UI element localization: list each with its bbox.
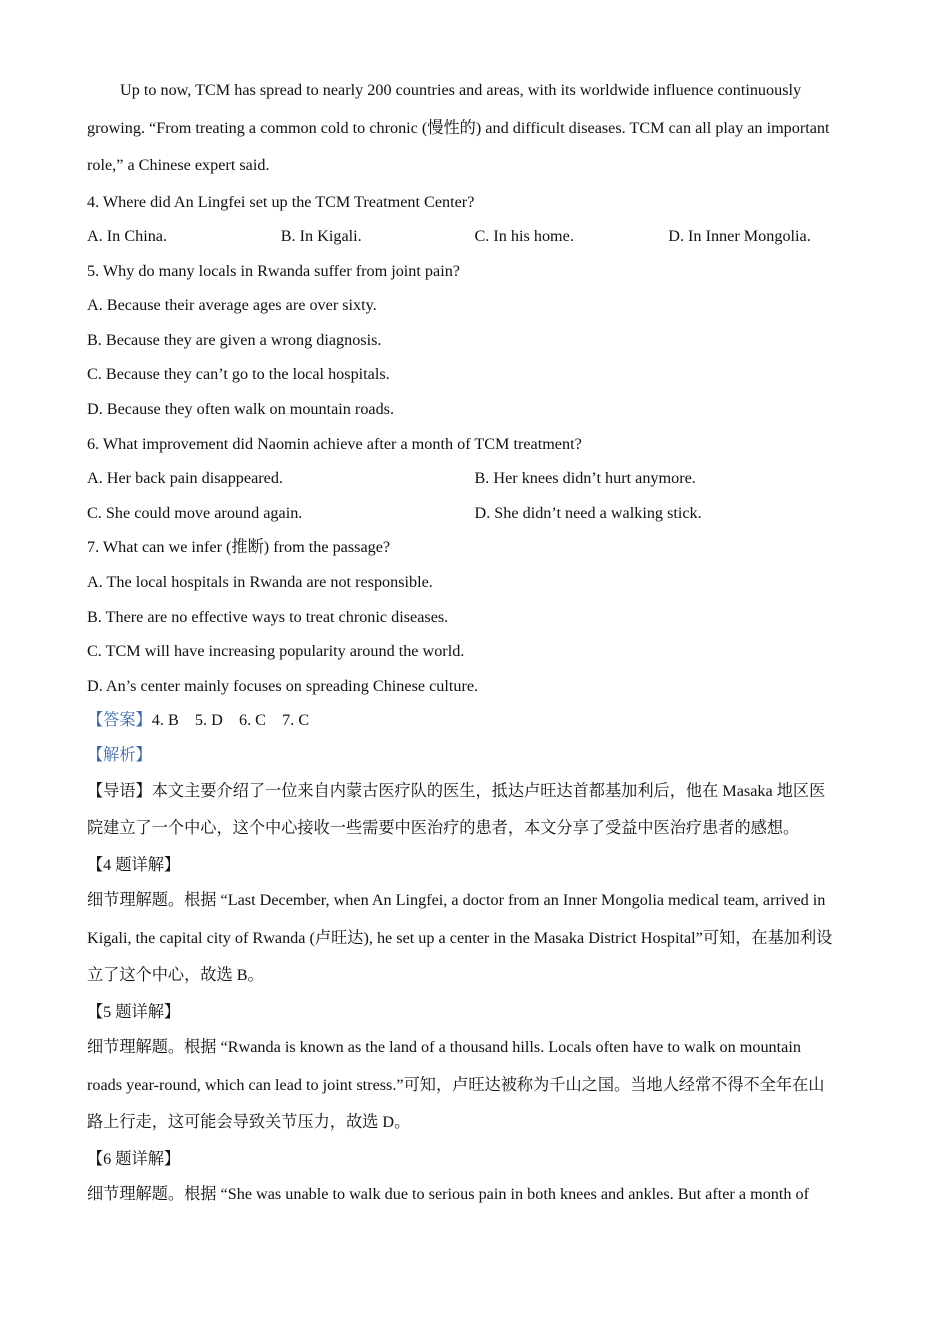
option-d: D. In Inner Mongolia.	[668, 227, 811, 246]
option-a: A. In China.	[87, 227, 168, 246]
passage	[87, 72, 862, 185]
document-page	[87, 72, 862, 1214]
detail-line: Kigali, the capital city of Rwanda (卢旺达), he set up a center in the Masaka District Hospital”可知，在基加利设	[87, 928, 833, 947]
analysis-intro	[87, 773, 862, 848]
question-6	[87, 427, 862, 531]
option-c: C. Because they can’t go to the local hospitals.	[87, 365, 390, 384]
option-b: B. Because they are given a wrong diagnosis.	[87, 330, 382, 349]
answer-text: 4. B 5. D 6. C 7. C	[151, 711, 310, 730]
option-d: D. Because they often walk on mountain roads.	[87, 400, 395, 419]
option-a: A. Because their average ages are over sixty.	[87, 296, 377, 315]
options-row	[87, 496, 862, 531]
analysis-label: 【解析】	[87, 746, 152, 764]
q4-detail-heading: 【4 题详解】	[87, 855, 181, 874]
question-7	[87, 530, 862, 703]
intro-line: 院建立了一个中心，这个中心接收一些需要中医治疗的患者，本文分享了受益中医治疗患者的感想。	[87, 819, 800, 838]
option-a: A. The local hospitals in Rwanda are not responsible.	[87, 573, 433, 592]
detail-line: roads year-round, which can lead to joint stress.”可知，卢旺达被称为千山之国。当地人经常不得不全年在山	[87, 1075, 825, 1094]
options-row	[87, 219, 862, 254]
q4-detail	[87, 882, 862, 995]
question-stem: 6. What improvement did Naomin achieve after a month of TCM treatment?	[87, 434, 582, 453]
question-stem: 4. Where did An Lingfei set up the TCM Treatment Center?	[87, 192, 475, 211]
detail-line: 立了这个中心，故选 B。	[87, 966, 264, 985]
question-4	[87, 185, 862, 254]
analysis-heading	[87, 738, 862, 773]
answer-label: 【答案】	[87, 711, 152, 730]
q6-detail	[87, 1176, 862, 1214]
option-b: B. There are no effective ways to treat chronic diseases.	[87, 607, 449, 626]
q5-detail-heading: 【5 题详解】	[87, 1002, 181, 1021]
detail-line: 路上行走，这可能会导致关节压力，故选 D。	[87, 1113, 411, 1132]
passage-line: Up to now, TCM has spread to nearly 200 countries and areas, with its worldwide influence continuously	[120, 81, 802, 99]
passage-line: growing. “From treating a common cold to chronic (慢性的) and difficult diseases. TCM can all play an important	[87, 118, 830, 137]
q6-detail-heading: 【6 题详解】	[87, 1149, 181, 1168]
option-b: B. In Kigali.	[280, 227, 362, 246]
option-d: D. She didn’t need a walking stick.	[474, 503, 702, 522]
detail-line: 细节理解题。根据 “She was unable to walk due to serious pain in both knees and ankles. But after a month of	[87, 1185, 810, 1204]
q5-detail	[87, 1029, 862, 1142]
option-b: B. Her knees didn’t hurt anymore.	[474, 469, 696, 488]
options-row	[87, 461, 862, 496]
question-stem: 7. What can we infer (推断) from the passage?	[87, 538, 391, 557]
detail-line: 细节理解题。根据 “Last December, when An Lingfei, a doctor from an Inner Mongolia medical team, arrived in	[87, 891, 826, 910]
intro-line: 【导语】本文主要介绍了一位来自内蒙古医疗队的医生，抵达卢旺达首都基加利后，他在 Masaka 地区医	[87, 781, 826, 800]
question-stem: 5. Why do many locals in Rwanda suffer from joint pain?	[87, 261, 460, 280]
option-d: D. An’s center mainly focuses on spreading Chinese culture.	[87, 676, 479, 695]
passage-line: role,” a Chinese expert said.	[87, 156, 270, 174]
detail-line: 细节理解题。根据 “Rwanda is known as the land of a thousand hills. Locals often have to walk on mountain	[87, 1038, 801, 1057]
answer-line	[87, 703, 862, 738]
option-a: A. Her back pain disappeared.	[87, 469, 283, 488]
option-c: C. She could move around again.	[87, 503, 303, 522]
question-5	[87, 254, 862, 427]
option-c: C. In his home.	[474, 227, 574, 246]
option-c: C. TCM will have increasing popularity around the world.	[87, 642, 465, 661]
